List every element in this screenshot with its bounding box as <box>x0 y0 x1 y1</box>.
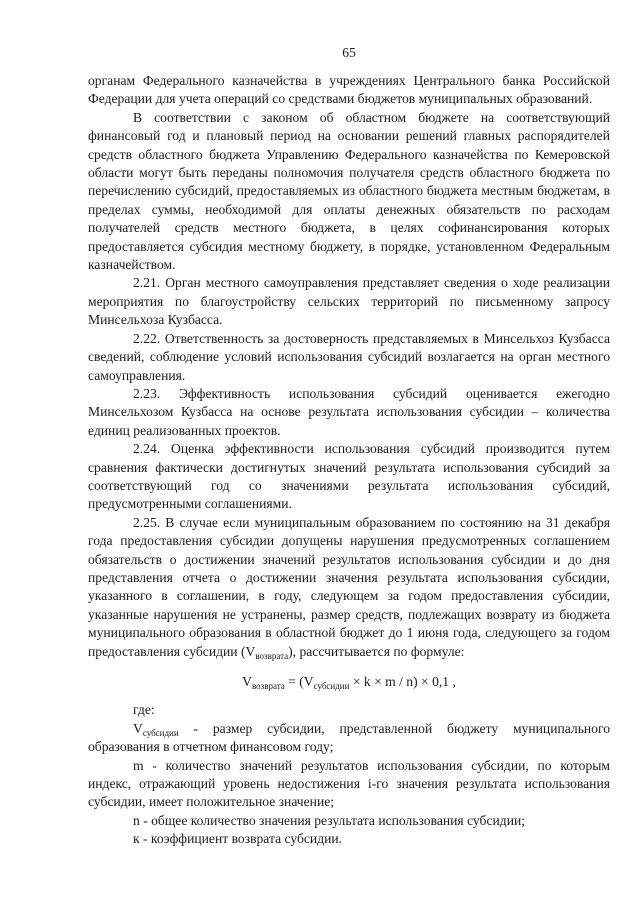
definition-symbol: n <box>133 812 140 828</box>
definition-symbol: V <box>133 720 143 736</box>
where-label: где: <box>133 702 155 718</box>
definition-symbol: m <box>133 757 144 773</box>
paragraph: 2.23. Эффективность использования субсидий оценивается ежегодно Минсельхозом Кузбасса на основе результата использования субсидии – количества единиц реализованных проектов. <box>88 385 610 438</box>
formula-lhs-sub: возврата <box>251 681 285 691</box>
definition-item <box>88 812 610 830</box>
definition-text: - коэффициент возврата субсидии. <box>139 831 343 847</box>
refund-formula <box>88 673 610 691</box>
definition-text: - общее количество значения результата использования субсидии; <box>139 812 526 828</box>
definition-item <box>88 830 610 848</box>
definition-symbol: к <box>133 831 140 847</box>
definition-text: - количество значений результатов использования субсидии, по которым индекс, отражающий уровень недостижения i-го значения результата использования субсидии, имеет положительное значение; <box>88 757 610 810</box>
document-page <box>88 0 610 905</box>
paragraph: В соответствии с законом об областном бюджете на соответствующий финансовый год и плановый период на основании решений главных распорядителей средств областного бюджета Управлению Федерального казначейства по Кемеровской области могут быть переданы полномочия получателя средств областного бюджета по перечислению субсидий, предоставляемых из областного бюджета местным бюджетам, в пределах суммы, необходимой для оплаты денежных обязательств по расходам получателей средств местного бюджета, в целях софинансирования которых предоставляется субсидия местному бюджету, в порядке, установленном Федеральным казначейством. <box>88 109 610 273</box>
document-body <box>88 72 610 849</box>
formula-lhs: V <box>242 674 252 689</box>
paragraph-subscript: возврата <box>255 650 289 661</box>
paragraph: органам Федерального казначейства в учреждениях Центрального банка Российской Федерации для учета операций со средствами бюджетов муниципальных образований. <box>88 73 610 107</box>
paragraph: 2.24. Оценка эффективности использования субсидий производится путем сравнения фактически достигнутых значений результата использования субсидий за соответствующий год со значениями результата использования субсидий, предусмотренными соглашениями. <box>88 441 610 512</box>
paragraph-text: 2.25. В случае если муниципальным образованием по состоянию на 31 декабря года предоставления субсидии допущены нарушения предусмотренных соглашением обязательств о достижении значений результатов использования субсидии и до дня представления отчета о достижении значения результата использования субсидии, указанного в соглашении, в году, следующем за годом предоставления субсидии, указанные нарушения не устранены, размер средств, подлежащих возврату из бюджета муниципального образования в областной бюджет до 1 июня года, следующего за годом предоставления субсидии (V <box>88 514 610 659</box>
formula-mid: = (V <box>284 674 314 689</box>
paragraph-tail: ), рассчитывается по формуле: <box>288 643 465 659</box>
paragraph: 2.22. Ответственность за достоверность представляемых в Минсельхоз Кузбасса сведений, соблюдение условий использования субсидий возлагается на орган местного самоуправления. <box>88 330 610 383</box>
formula-rhs: × k × m / n) × 0,1 , <box>349 674 456 689</box>
paragraph <box>88 514 610 661</box>
page-number: 65 <box>342 45 356 60</box>
formula-mid-sub: субсидии <box>313 681 350 691</box>
paragraph: 2.21. Орган местного самоуправления представляет сведения о ходе реализации мероприятия по благоустройству сельских территорий по письменному запросу Минсельхоза Кузбасса. <box>88 275 610 328</box>
definition-text: - размер субсидии, представленной бюджету муниципального образования в отчетном финансовом году; <box>88 720 610 755</box>
definition-item <box>88 757 610 812</box>
definition-subscript: субсидии <box>142 727 179 738</box>
definition-item <box>88 720 610 757</box>
